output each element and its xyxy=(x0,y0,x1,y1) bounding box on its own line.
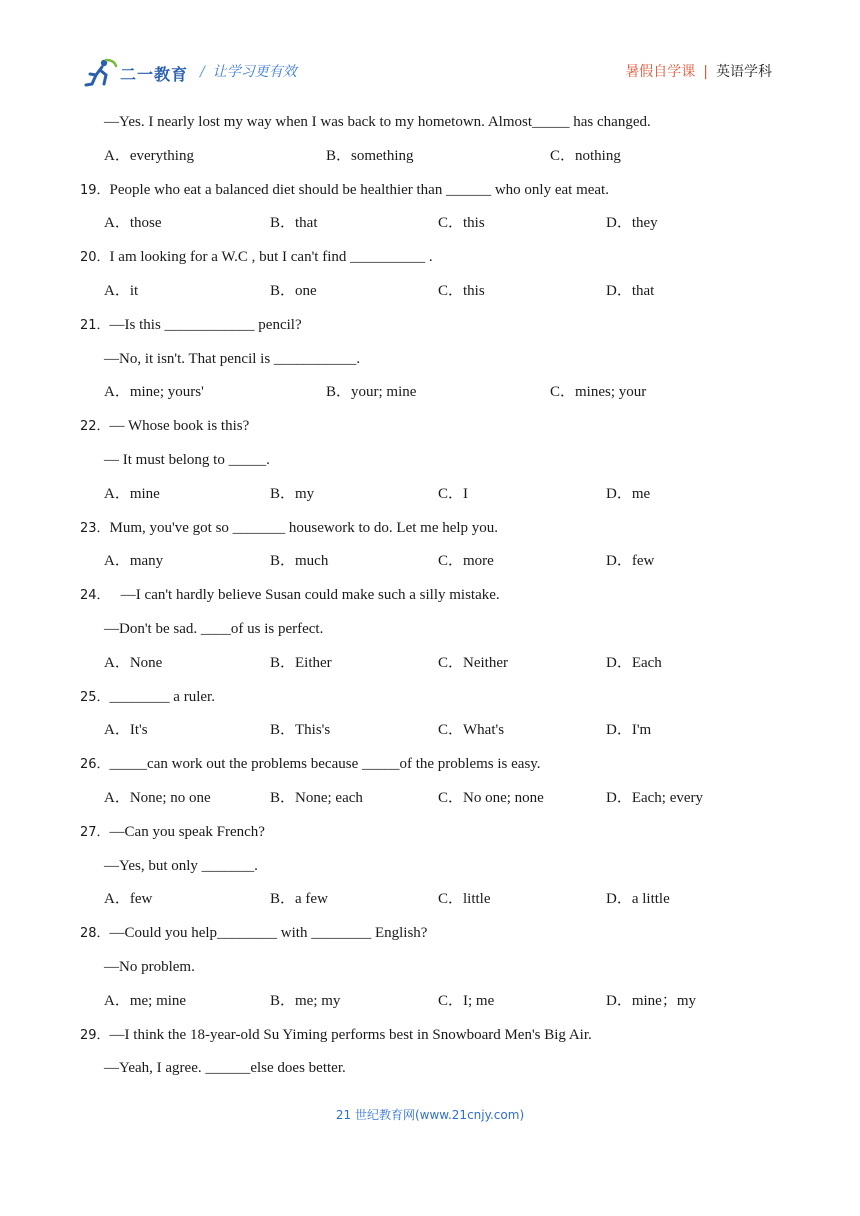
answer-option: C．little xyxy=(438,891,491,907)
answer-option: D．few xyxy=(606,553,655,569)
answer-option: C．more xyxy=(438,553,494,569)
answer-option: B．a few xyxy=(270,891,328,907)
answer-option: C．What's xyxy=(438,722,505,738)
answer-option: A．It's xyxy=(104,722,148,738)
question-number: 28． xyxy=(80,926,110,941)
question-text: —I can't hardly believe Susan could make such a silly mistake. xyxy=(109,587,500,603)
question-number: 19． xyxy=(80,183,110,198)
dialogue-line: — It must belong to _____. xyxy=(104,452,270,468)
course-label: 暑假自学课 xyxy=(625,64,696,80)
answer-option: B．This's xyxy=(270,722,331,738)
answer-option: B．much xyxy=(270,553,329,569)
question-text: —Could you help________ with ________ English? xyxy=(109,925,428,941)
question-number: 25． xyxy=(80,690,110,705)
answer-option: D．they xyxy=(606,215,658,231)
slogan-text: 让学习更有效 xyxy=(212,64,297,80)
answer-option: B．my xyxy=(270,486,315,502)
answer-option: B．something xyxy=(326,148,414,164)
question-stem xyxy=(80,687,215,708)
answer-option: B．one xyxy=(270,283,317,299)
answer-option: A．everything xyxy=(104,148,194,164)
question-stem xyxy=(80,416,249,437)
dialogue-line: —Don't be sad. ____of us is perfect. xyxy=(104,621,324,637)
answer-option: A．None xyxy=(104,655,163,671)
answer-option: D．a little xyxy=(606,891,670,907)
question-text: Mum, you've got so _______ housework to do. Let me help you. xyxy=(109,520,499,536)
question-number: 22． xyxy=(80,419,110,434)
question-stem xyxy=(80,518,498,539)
answer-option: B．Either xyxy=(270,655,332,671)
question-number: 26． xyxy=(80,757,110,772)
dialogue-line: —No, it isn't. That pencil is ___________. xyxy=(104,351,361,367)
answer-option: A．None; no one xyxy=(104,790,211,806)
answer-option: D．Each; every xyxy=(606,790,704,806)
answer-option: B．None; each xyxy=(270,790,363,806)
question-number: 20． xyxy=(80,250,110,265)
question-text: _____can work out the problems because _____of the problems is easy. xyxy=(109,756,541,772)
question-stem xyxy=(80,1025,592,1046)
question-text: People who eat a balanced diet should be healthier than ______ who only eat meat. xyxy=(109,182,609,198)
question-number: 29． xyxy=(80,1028,110,1043)
page-header xyxy=(82,58,772,88)
question-number: 24． xyxy=(80,588,110,603)
answer-option: C．No one; none xyxy=(438,790,544,806)
answer-option: A．many xyxy=(104,553,164,569)
question-text: — Whose book is this? xyxy=(109,418,250,434)
answer-option: B．that xyxy=(270,215,318,231)
logo-text: 二一教育 xyxy=(120,65,189,84)
question-stem xyxy=(80,315,302,336)
header-right xyxy=(625,61,772,81)
page-footer: 21 世纪教育网(www.21cnjy.com) xyxy=(335,1108,525,1122)
question-number: 21． xyxy=(80,318,110,333)
subject-label: 英语学科 xyxy=(716,64,772,80)
answer-option: A．me; mine xyxy=(104,993,187,1009)
slogan-slash: / xyxy=(200,64,205,80)
question-stem xyxy=(80,923,427,944)
answer-option: A．it xyxy=(104,283,139,299)
answer-option: B．me; my xyxy=(270,993,341,1009)
answer-option: A．few xyxy=(104,891,153,907)
question-stem xyxy=(80,585,500,606)
answer-option: D．Each xyxy=(606,655,662,671)
runner-logo-icon xyxy=(82,58,118,88)
answer-option: D．me xyxy=(606,486,651,502)
question-text: —Can you speak French? xyxy=(109,824,265,840)
dialogue-line: —Yeah, I agree. ______else does better. xyxy=(104,1060,346,1076)
question-text: I am looking for a W.C , but I can't find __________ . xyxy=(109,249,433,265)
answer-option: A．those xyxy=(104,215,162,231)
answer-option: C．I xyxy=(438,486,469,502)
logo xyxy=(82,58,192,88)
question-number: 23． xyxy=(80,521,110,536)
dialogue-line: —Yes, but only _______. xyxy=(104,858,258,874)
dialogue-line: —No problem. xyxy=(104,959,195,975)
question-stem xyxy=(80,754,541,775)
answer-option: C．this xyxy=(438,283,485,299)
answer-option: D．that xyxy=(606,283,655,299)
answer-option: C．nothing xyxy=(550,148,621,164)
question-number: 27． xyxy=(80,825,110,840)
question-stem xyxy=(80,180,609,201)
answer-option: C．this xyxy=(438,215,485,231)
question-text: —Is this ____________ pencil? xyxy=(109,317,302,333)
answer-option: A．mine xyxy=(104,486,160,502)
answer-option: D．I'm xyxy=(606,722,652,738)
answer-option: C．Neither xyxy=(438,655,508,671)
question-text: —I think the 18-year-old Su Yiming performs best in Snowboard Men's Big Air. xyxy=(109,1027,592,1043)
answer-option: C．mines; your xyxy=(550,384,647,400)
answer-option: B．your; mine xyxy=(326,384,417,400)
question-stem xyxy=(80,247,433,268)
dialogue-line: —Yes. I nearly lost my way when I was back to my hometown. Almost_____ has changed. xyxy=(104,114,651,130)
slogan xyxy=(200,61,297,81)
question-text: ________ a ruler. xyxy=(109,689,215,705)
header-separator: | xyxy=(703,64,708,80)
answer-option: C．I; me xyxy=(438,993,495,1009)
answer-option: A．mine; yours' xyxy=(104,384,204,400)
answer-option: D．mine；my xyxy=(606,993,696,1009)
question-stem xyxy=(80,822,265,843)
